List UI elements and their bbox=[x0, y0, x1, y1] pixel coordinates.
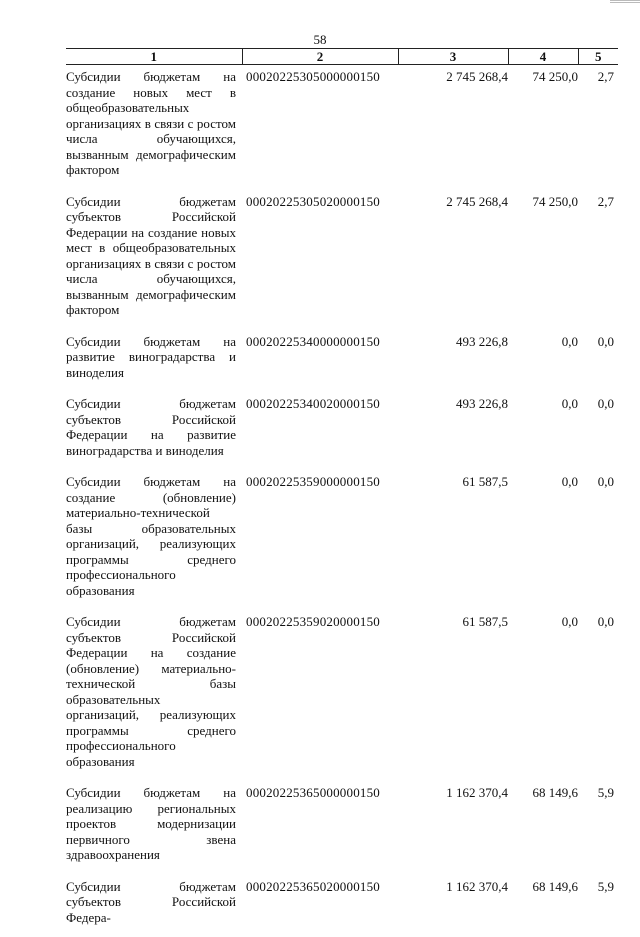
page-number: 58 bbox=[0, 32, 640, 48]
row-col-5-value: 0,0 bbox=[578, 330, 618, 393]
header-col-4: 4 bbox=[508, 49, 578, 65]
row-code: 00020225305000000150 bbox=[242, 65, 398, 190]
row-col-4-value: 0,0 bbox=[508, 330, 578, 393]
header-col-1: 1 bbox=[66, 49, 242, 65]
row-col-5-value: 0,0 bbox=[578, 470, 618, 610]
row-col-4-value: 0,0 bbox=[508, 392, 578, 470]
table-header bbox=[66, 49, 618, 65]
row-col-4-value: 0,0 bbox=[508, 470, 578, 610]
row-col-4-value: 68 149,6 bbox=[508, 781, 578, 875]
table-row bbox=[66, 610, 618, 781]
table-row bbox=[66, 875, 618, 937]
row-col-5-value: 0,0 bbox=[578, 392, 618, 470]
row-col-5-value: 5,9 bbox=[578, 781, 618, 875]
row-col-3-value: 2 745 268,4 bbox=[398, 190, 508, 330]
row-col-3-value: 61 587,5 bbox=[398, 470, 508, 610]
row-code: 00020225359000000150 bbox=[242, 470, 398, 610]
budget-table-container bbox=[66, 48, 618, 937]
row-code: 00020225305020000150 bbox=[242, 190, 398, 330]
row-description: Субсидии бюджетам на создание новых мест в общеобразовательных организациях в связи с ростом числа обучающихся, вызванным демографическим фактором bbox=[66, 65, 242, 190]
row-col-4-value: 74 250,0 bbox=[508, 190, 578, 330]
row-description: Субсидии бюджетам на создание (обновление) материально-технической базы образовательных организаций, реализующих программы среднего профессионального образования bbox=[66, 470, 242, 610]
header-col-3: 3 bbox=[398, 49, 508, 65]
row-description: Субсидии бюджетам на реализацию региональных проектов модернизации первичного звена здравоохранения bbox=[66, 781, 242, 875]
table-row bbox=[66, 781, 618, 875]
row-col-5-value: 2,7 bbox=[578, 65, 618, 190]
table-row bbox=[66, 470, 618, 610]
row-col-4-value: 74 250,0 bbox=[508, 65, 578, 190]
row-col-4-value: 0,0 bbox=[508, 610, 578, 781]
table-row bbox=[66, 65, 618, 190]
table-row bbox=[66, 330, 618, 393]
header-col-2: 2 bbox=[242, 49, 398, 65]
row-col-3-value: 2 745 268,4 bbox=[398, 65, 508, 190]
header-col-5: 5 bbox=[578, 49, 618, 65]
row-code: 00020225365020000150 bbox=[242, 875, 398, 937]
row-code: 00020225340020000150 bbox=[242, 392, 398, 470]
row-col-3-value: 1 162 370,4 bbox=[398, 875, 508, 937]
row-col-5-value: 0,0 bbox=[578, 610, 618, 781]
row-col-5-value: 5,9 bbox=[578, 875, 618, 937]
row-col-5-value: 2,7 bbox=[578, 190, 618, 330]
header-row bbox=[66, 49, 618, 65]
row-col-3-value: 1 162 370,4 bbox=[398, 781, 508, 875]
row-description: Субсидии бюджетам субъектов Российской Федера- bbox=[66, 875, 242, 937]
row-description: Субсидии бюджетам на развитие виноградарства и виноделия bbox=[66, 330, 242, 393]
row-code: 00020225340000000150 bbox=[242, 330, 398, 393]
row-description: Субсидии бюджетам субъектов Российской Федерации на создание новых мест в общеобразовательных организациях в связи с ростом числа обучающихся, вызванным демографическим фактором bbox=[66, 190, 242, 330]
row-col-3-value: 493 226,8 bbox=[398, 392, 508, 470]
table-row bbox=[66, 392, 618, 470]
row-code: 00020225365000000150 bbox=[242, 781, 398, 875]
row-col-4-value: 68 149,6 bbox=[508, 875, 578, 937]
corner-scan-mark bbox=[610, 0, 640, 4]
row-col-3-value: 61 587,5 bbox=[398, 610, 508, 781]
row-col-3-value: 493 226,8 bbox=[398, 330, 508, 393]
row-description: Субсидии бюджетам субъектов Российской Федерации на создание (обновление) материально-технической базы образовательных организаций, реализующих программы среднего профессионального образования bbox=[66, 610, 242, 781]
table-body bbox=[66, 65, 618, 937]
row-description: Субсидии бюджетам субъектов Российской Федерации на развитие виноградарства и виноделия bbox=[66, 392, 242, 470]
row-code: 00020225359020000150 bbox=[242, 610, 398, 781]
budget-table bbox=[66, 48, 618, 937]
table-row bbox=[66, 190, 618, 330]
